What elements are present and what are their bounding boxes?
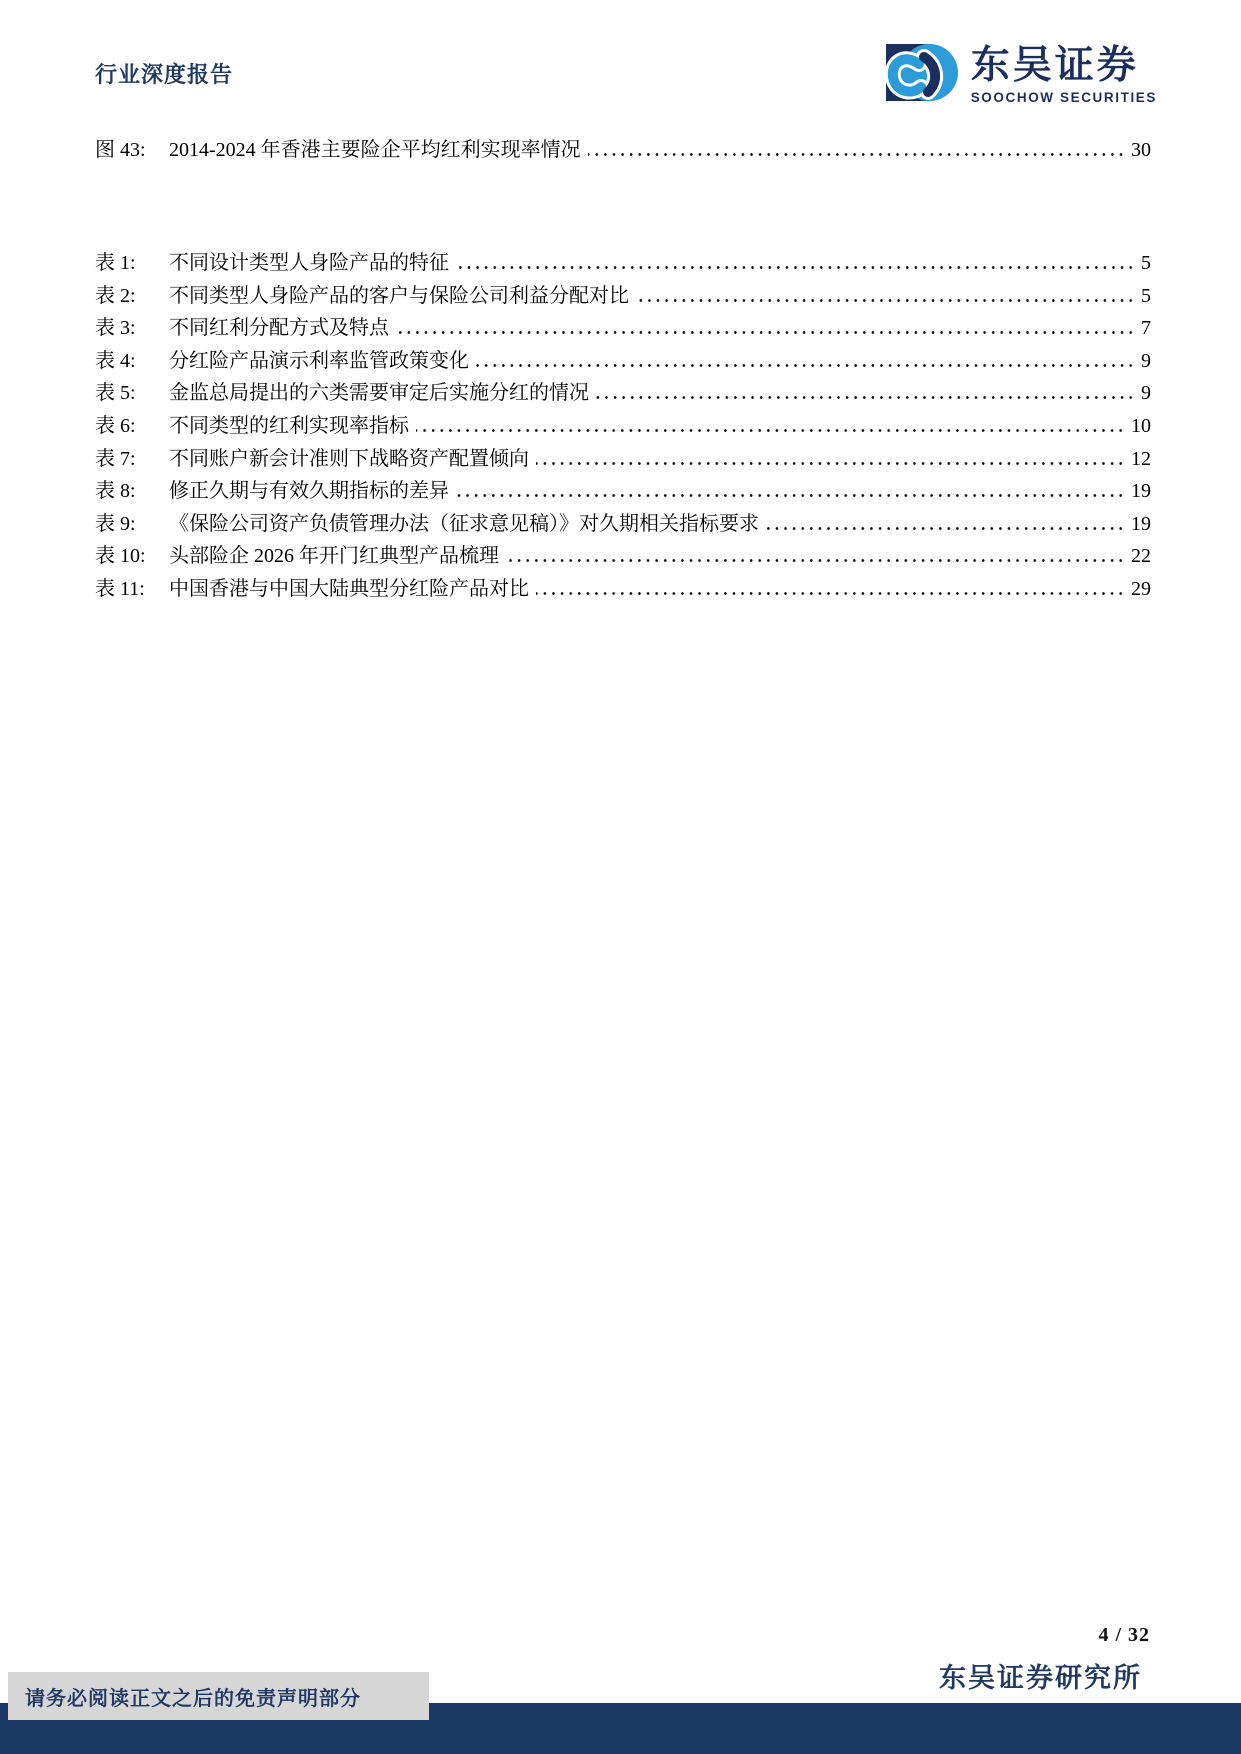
toc-entry-title: 2014-2024 年香港主要险企平均红利实现率情况 bbox=[169, 139, 581, 161]
toc-entry-label: 表 5: bbox=[95, 382, 136, 405]
toc-entry-title: 中国香港与中国大陆典型分红险产品对比 bbox=[169, 577, 529, 600]
toc-entry-label: 表 3: bbox=[95, 317, 136, 340]
toc-entry-page-number: 9 bbox=[1141, 349, 1151, 372]
toc-entry-page-number: 10 bbox=[1131, 414, 1151, 437]
toc-dotted-leader bbox=[416, 429, 1128, 432]
toc-entry-title: 不同类型人身险产品的客户与保险公司利益分配对比 bbox=[169, 284, 629, 307]
research-institute-label: 东吴证券研究所 bbox=[939, 1663, 1142, 1693]
toc-dotted-leader bbox=[506, 559, 1128, 562]
toc-entry-page-number: 7 bbox=[1141, 317, 1151, 340]
toc-row[interactable] bbox=[95, 573, 1151, 606]
toc-dotted-leader bbox=[536, 462, 1128, 465]
toc-entry-title: 分红险产品演示利率监管政策变化 bbox=[169, 349, 469, 372]
toc-row[interactable] bbox=[95, 508, 1151, 541]
soochow-logo bbox=[886, 44, 1157, 105]
page-indicator: 4 / 32 bbox=[1098, 1624, 1150, 1646]
toc-table-list bbox=[95, 247, 1151, 606]
toc-entry-page-number: 5 bbox=[1141, 284, 1151, 307]
toc-dotted-leader bbox=[588, 153, 1128, 156]
logo-name-en: SOOCHOW SECURITIES bbox=[970, 90, 1157, 105]
toc-entry-label: 表 7: bbox=[95, 447, 136, 470]
toc-entry-title: 头部险企 2026 年开门红典型产品梳理 bbox=[169, 545, 499, 568]
toc-entry-label: 表 10: bbox=[95, 545, 146, 568]
toc-dotted-leader bbox=[396, 331, 1138, 334]
toc-entry-label: 表 1: bbox=[95, 252, 136, 274]
toc-dotted-leader bbox=[766, 527, 1128, 530]
soochow-s-emblem-icon bbox=[886, 44, 958, 101]
disclaimer-text: 请务必阅读正文之后的免责声明部分 bbox=[25, 1687, 361, 1710]
toc-entry-label: 表 9: bbox=[95, 512, 136, 535]
toc-entry-label: 表 2: bbox=[95, 284, 136, 307]
toc-entry-title: 修正久期与有效久期指标的差异 bbox=[169, 480, 449, 503]
disclaimer-box bbox=[8, 1672, 429, 1720]
toc-entry-title: 金监总局提出的六类需要审定后实施分红的情况 bbox=[169, 382, 589, 405]
toc-entry-label: 表 4: bbox=[95, 349, 136, 372]
logo-text bbox=[971, 44, 1157, 105]
toc-entry-label: 表 6: bbox=[95, 414, 136, 437]
toc-entry-label: 图 43: bbox=[95, 139, 146, 161]
toc-row[interactable] bbox=[95, 312, 1151, 345]
toc-row[interactable] bbox=[95, 443, 1151, 476]
toc-row[interactable] bbox=[95, 134, 1151, 167]
toc-dotted-leader bbox=[456, 494, 1128, 497]
toc-dotted-leader bbox=[636, 299, 1138, 302]
toc-entry-label: 表 11: bbox=[95, 577, 145, 600]
toc-entry-title: 不同设计类型人身险产品的特征 bbox=[169, 252, 449, 274]
toc-entry-title: 不同账户新会计准则下战略资产配置倾向 bbox=[169, 447, 529, 470]
toc-dotted-leader bbox=[536, 592, 1128, 595]
toc-dotted-leader bbox=[476, 364, 1138, 367]
toc-row[interactable] bbox=[95, 475, 1151, 508]
toc-figure-list bbox=[95, 134, 1151, 167]
logo-name-cn: 东吴证券 bbox=[970, 44, 1139, 87]
toc-entry-title: 不同红利分配方式及特点 bbox=[169, 317, 389, 340]
toc-entry-page-number: 19 bbox=[1131, 512, 1151, 535]
toc-entry-page-number: 29 bbox=[1131, 577, 1151, 600]
toc-dotted-leader bbox=[456, 266, 1138, 269]
toc-entry-page-number: 19 bbox=[1131, 480, 1151, 503]
toc-entry-page-number: 30 bbox=[1131, 139, 1151, 161]
toc-entry-page-number: 22 bbox=[1131, 545, 1151, 568]
toc-dotted-leader bbox=[596, 396, 1138, 399]
toc-row[interactable] bbox=[95, 377, 1151, 410]
toc-row[interactable] bbox=[95, 410, 1151, 443]
toc-row[interactable] bbox=[95, 247, 1151, 280]
toc-row[interactable] bbox=[95, 345, 1151, 378]
toc-entry-title: 《保险公司资产负债管理办法（征求意见稿）》对久期相关指标要求 bbox=[169, 512, 759, 535]
toc-entry-label: 表 8: bbox=[95, 480, 136, 503]
toc-entry-page-number: 12 bbox=[1131, 447, 1151, 470]
toc-entry-page-number: 5 bbox=[1141, 252, 1151, 274]
toc-entry-title: 不同类型的红利实现率指标 bbox=[169, 414, 409, 437]
toc-entry-page-number: 9 bbox=[1141, 382, 1151, 405]
toc-row[interactable] bbox=[95, 280, 1151, 313]
report-type-label: 行业深度报告 bbox=[95, 62, 234, 87]
toc-row[interactable] bbox=[95, 540, 1151, 573]
